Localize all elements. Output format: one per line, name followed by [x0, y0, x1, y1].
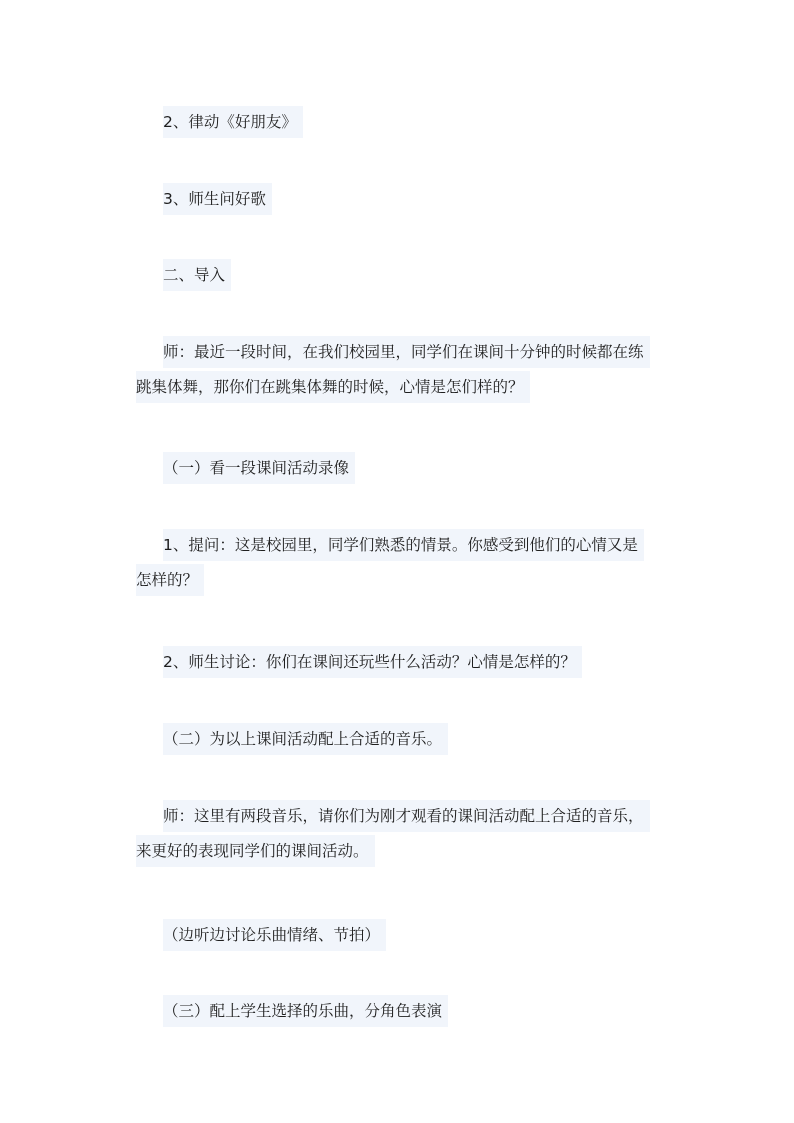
text-line: 师：最近一段时间，在我们校园里，同学们在课间十分钟的时候都在练 [163, 336, 650, 368]
subsection-heading-video [136, 449, 666, 487]
text-line: （三）配上学生选择的乐曲，分角色表演 [163, 995, 448, 1027]
text-line: 二、导入 [163, 259, 231, 291]
subsection-heading-music [136, 720, 666, 758]
text-line: 3、师生问好歌 [163, 183, 272, 215]
text-line: 1、提问：这是校园里，同学们熟悉的情景。你感受到他们的心情又是 [163, 529, 644, 561]
text-line: 师：这里有两段音乐，请你们为刚才观看的课间活动配上合适的音乐， [163, 800, 650, 832]
text-line: 来更好的表现同学们的课间活动。 [136, 835, 375, 867]
paragraph-rhythm-good-friends [136, 103, 666, 141]
paragraph-greeting-song [136, 180, 666, 218]
text-line: 2、师生讨论：你们在课间还玩些什么活动？心情是怎样的？ [163, 646, 582, 678]
text-line: （一）看一段课间活动录像 [163, 452, 355, 484]
text-line: 怎样的？ [136, 564, 204, 596]
subsection-heading-role-play [136, 992, 666, 1030]
section-heading-introduction [136, 256, 666, 294]
paragraph-discussion [136, 643, 666, 681]
paragraph-listen-discuss [136, 916, 666, 954]
paragraph-teacher-music [136, 797, 666, 870]
paragraph-teacher-intro [136, 333, 666, 406]
text-line: （二）为以上课间活动配上合适的音乐。 [163, 723, 448, 755]
text-line: 2、律动《好朋友》 [163, 106, 303, 138]
paragraph-question [136, 526, 666, 599]
text-line: （边听边讨论乐曲情绪、节拍） [163, 919, 386, 951]
text-line: 跳集体舞，那你们在跳集体舞的时候，心情是怎们样的？ [136, 371, 530, 403]
